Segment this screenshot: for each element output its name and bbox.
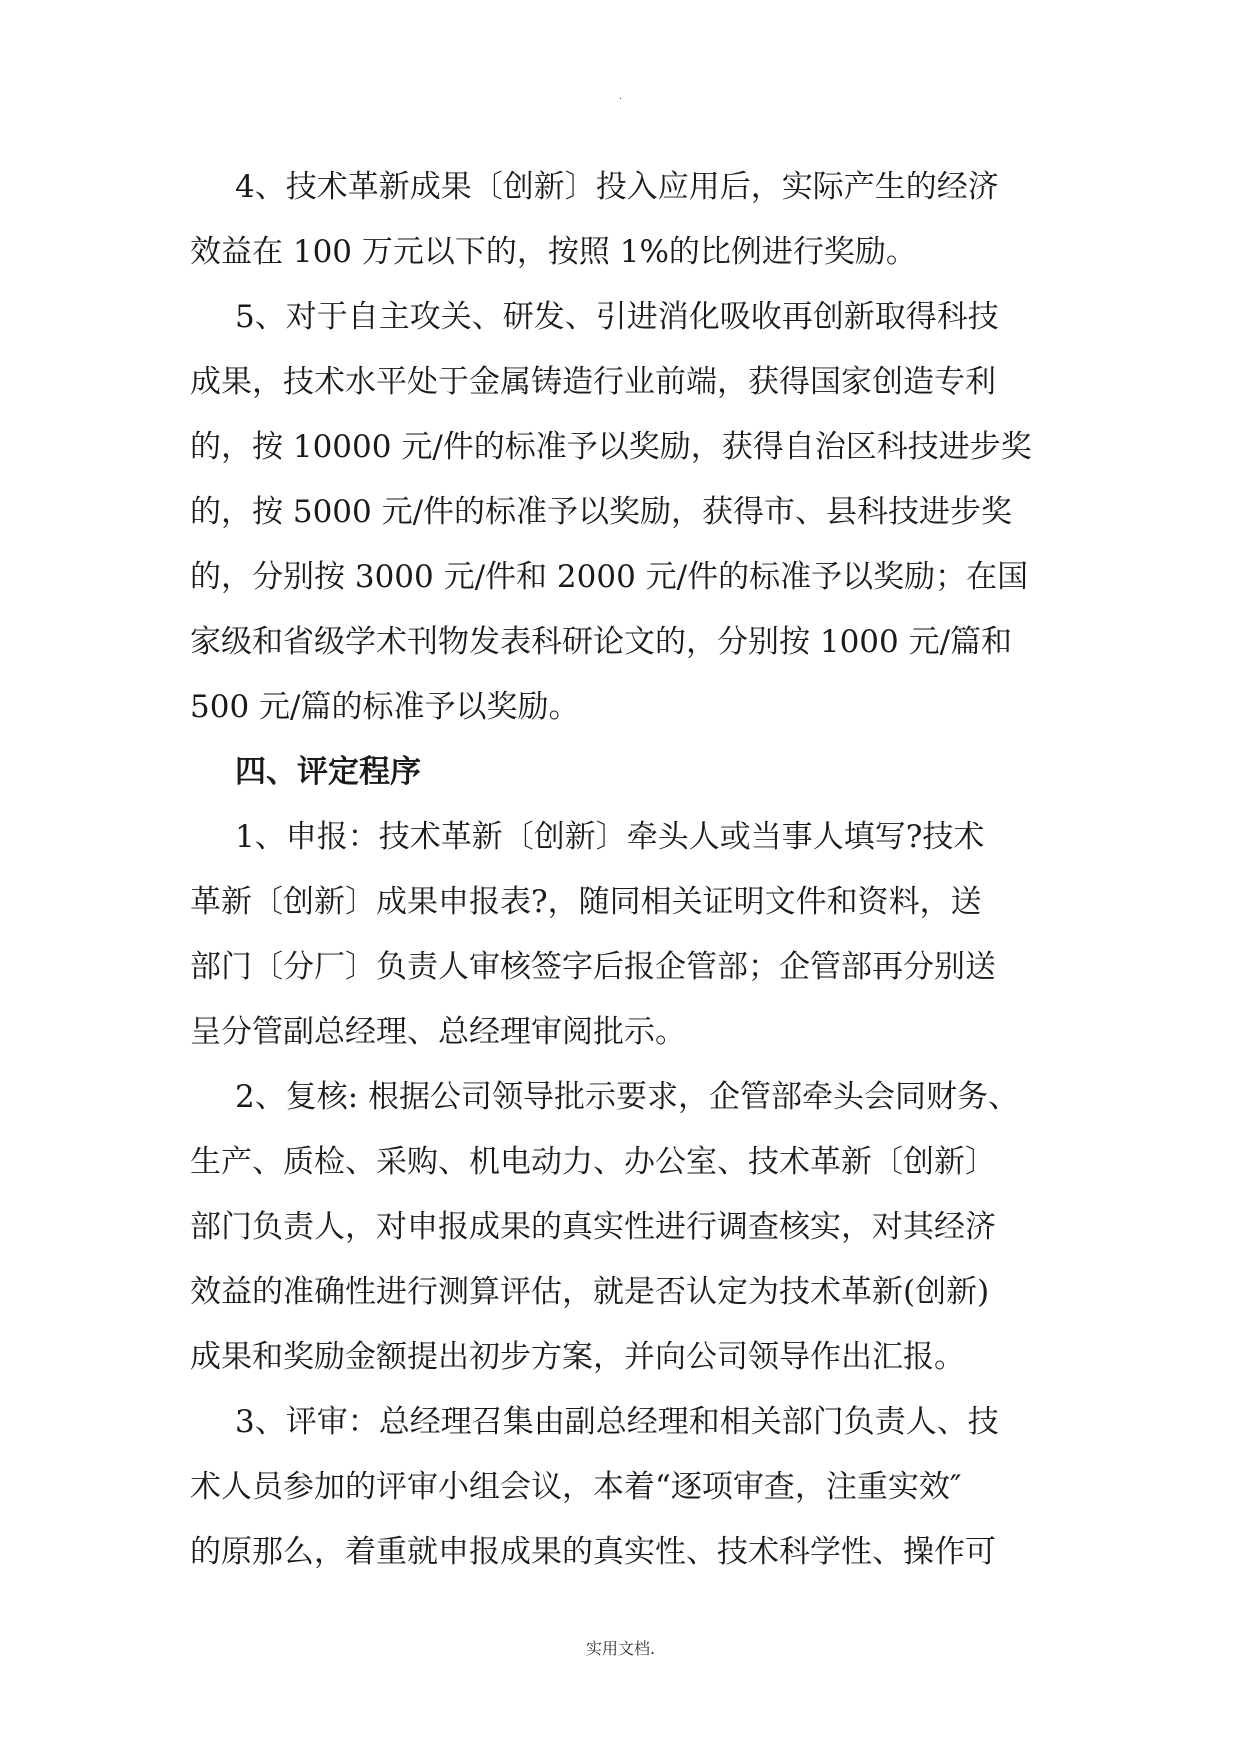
text-line: 部门负责人，对申报成果的真实性进行调查核实，对其经济 xyxy=(190,1209,996,1245)
text-line: 效益在 100 万元以下的，按照 1%的比例进行奖励。 xyxy=(190,234,917,270)
text-line: 家级和省级学术刊物发表科研论文的，分别按 1000 元/篇和 xyxy=(190,624,1013,660)
text-line: 的，按 10000 元/件的标准予以奖励，获得自治区科技进步奖 xyxy=(190,429,1032,465)
text-line: 生产、质检、采购、机电动力、办公室、技术革新〔创新〕 xyxy=(190,1144,996,1180)
text-line: 部门〔分厂〕负责人审核签字后报企管部；企管部再分别送 xyxy=(190,949,996,985)
text-line: 呈分管副总经理、总经理审阅批示。 xyxy=(190,1014,686,1050)
header-mark: . xyxy=(619,91,623,102)
text-line: 术人员参加的评审小组会议，本着“逐项审查，注重实效″ xyxy=(190,1469,962,1505)
text-line: 4、技术革新成果〔创新〕投入应用后，实际产生的经济 xyxy=(235,169,999,205)
text-line: 5、对于自主攻关、研发、引进消化吸收再创新取得科技 xyxy=(235,299,999,335)
text-line: 500 元/篇的标准予以奖励。 xyxy=(190,689,580,725)
text-line: 3、评审：总经理召集由副总经理和相关部门负责人、技 xyxy=(235,1404,999,1440)
text-line: 2、复核: 根据公司领导批示要求，企管部牵头会同财务、 xyxy=(235,1079,1020,1115)
text-line: 的，分别按 3000 元/件和 2000 元/件的标准予以奖励；在国 xyxy=(190,559,1029,595)
text-line: 的，按 5000 元/件的标准予以奖励，获得市、县科技进步奖 xyxy=(190,494,1013,530)
text-line: 效益的准确性进行测算评估，就是否认定为技术革新(创新) xyxy=(190,1274,990,1310)
text-line: 1、申报：技术革新〔创新〕牵头人或当事人填写?技术 xyxy=(235,819,985,855)
text-line: 成果和奖励金额提出初步方案，并向公司领导作出汇报。 xyxy=(190,1339,965,1375)
section-heading: 四、评定程序 xyxy=(235,754,421,790)
text-line: 成果，技术水平处于金属铸造行业前端，获得国家创造专利 xyxy=(190,364,996,400)
document-body xyxy=(190,155,1032,1585)
text-line: 的原那么，着重就申报成果的真实性、技术科学性、操作可 xyxy=(190,1534,996,1570)
text-line: 革新〔创新〕成果申报表?，随同相关证明文件和资料，送 xyxy=(190,884,982,920)
page-footer: 实用文档. xyxy=(585,1639,656,1658)
